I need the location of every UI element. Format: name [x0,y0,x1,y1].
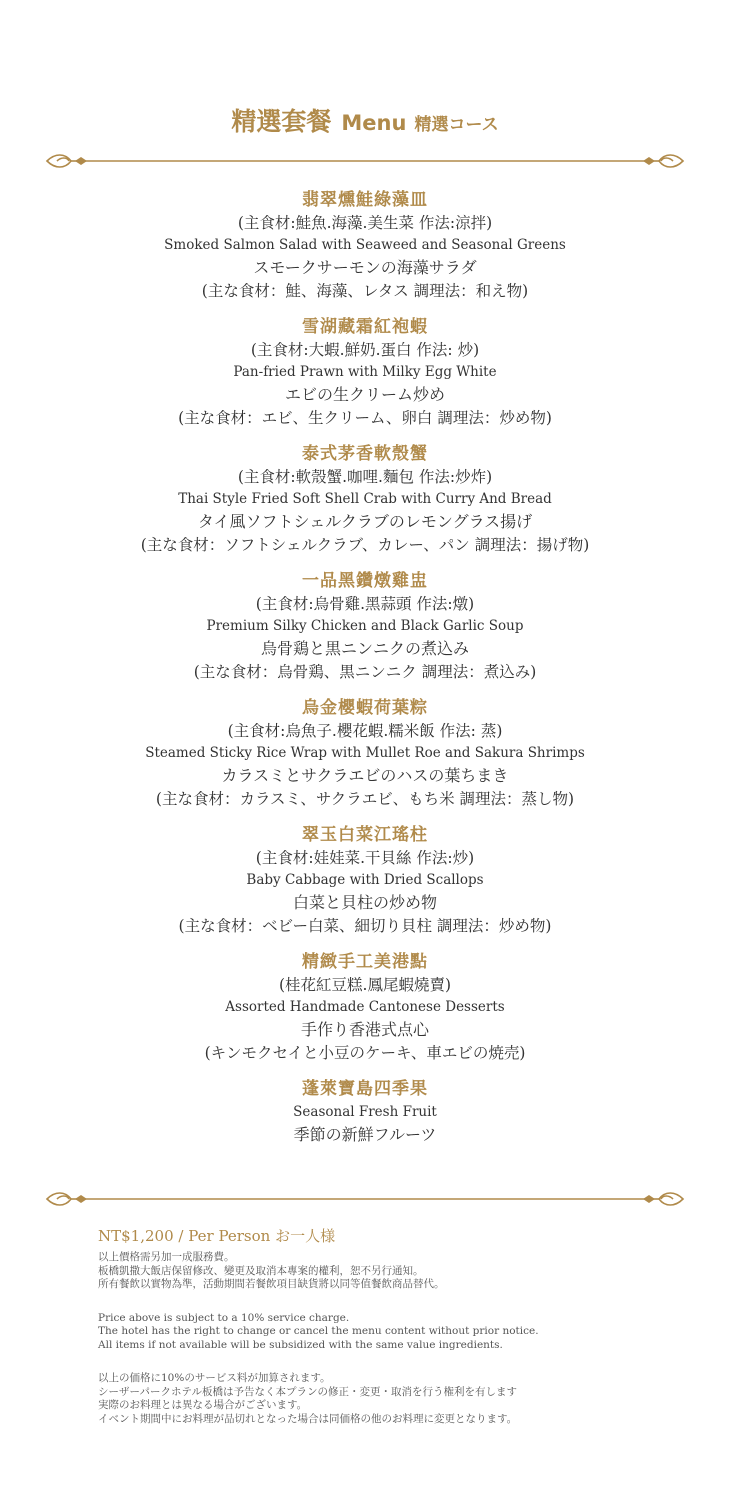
course-english-name: Baby Cabbage with Dried Scallops [246,872,484,888]
course-ingredients: (主食材:烏魚子.櫻花蝦.糯米飯 作法: 蒸) [227,722,503,740]
notes-english [98,1312,698,1353]
note-line: シーザーパークホテル板橋は予告なく本プランの修正・変更・取消を行う権利を有します [98,1385,517,1398]
course-ingredients: (主食材:娃娃菜.干貝絲 作法:炒) [255,849,475,867]
title-chinese: 精選套餐 [231,107,332,136]
course-english-name: Smoked Salmon Salad with Seaweed and Seasonal Greens [164,237,566,253]
course-japanese-ingredients: (主な食材：鮭、海藻、レタス 調理法：和え物) [201,282,529,300]
course-japanese-name: タイ風ソフトシェルクラブのレモングラス揚げ [197,512,533,531]
course-name: 一品黑鑽燉雞盅 [302,571,428,591]
course-japanese-ingredients: (主な食材：ソフトシェルクラブ、カレー、パン 調理法：揚げ物) [140,536,590,554]
note-line: All items if not available will be subsidized with the same value ingredients. [98,1338,503,1351]
course-english-name: Assorted Handmade Cantonese Desserts [225,999,505,1015]
course-name: 雪湖藏霜紅袍蝦 [302,317,428,337]
course-item [0,442,730,556]
note-line: 以上の価格に10%のサービス料が加算されます。 [98,1372,331,1384]
ornamental-divider-bottom [45,1191,685,1207]
course-ingredients: (主食材:烏骨雞.黑蒜頭 作法:燉) [255,595,475,613]
course-japanese-name: 手作り香港式点心 [300,1020,429,1039]
note-line: 所有餐飲以實物為準，活動期間若餐飲項目缺貨將以同等值餐飲商品替代。 [98,1278,445,1290]
course-english-name: Premium Silky Chicken and Black Garlic Soup [206,618,524,634]
course-japanese-name: 白菜と貝柱の炒め物 [292,893,437,912]
note-line: 以上價格需另加一成服務費。 [98,1251,235,1263]
course-english-name: Pan-fried Prawn with Milky Egg White [233,364,497,380]
course-japanese-ingredients: (主な食材：エビ、生クリーム、卵白 調理法：炒め物) [178,409,552,427]
course-item [0,823,730,937]
note-line: Price above is subject to a 10% service charge. [98,1311,350,1324]
course-name: 烏金櫻蝦荷葉粽 [302,698,428,718]
course-name: 蓬萊寶島四季果 [302,1079,428,1099]
course-japanese-name: 季節の新鮮フルーツ [293,1125,437,1144]
note-line: 板橋凱撒大飯店保留修改、變更及取消本專案的權利，恕不另行通知。 [98,1264,424,1277]
course-item [0,950,730,1064]
course-english-name: Steamed Sticky Rice Wrap with Mullet Roe and Sakura Shrimps [145,745,585,761]
course-english-name: Thai Style Fried Soft Shell Crab with Curry And Bread [178,491,552,507]
course-item [0,315,730,429]
note-line: 実際のお料理とは異なる場合がございます。 [98,1399,308,1411]
notes-chinese [98,1251,698,1292]
course-japanese-ingredients: (キンモクセイと小豆のケーキ、車エビの焼売) [204,1044,526,1062]
menu-footer [98,1225,698,1426]
course-name: 翡翠燻鮭綠藻皿 [302,190,428,210]
note-line: The hotel has the right to change or cancel the menu content without prior notice. [98,1325,539,1337]
course-ingredients: (桂花紅豆糕.鳳尾蝦燒賣) [278,976,452,994]
course-name: 翠玉白菜江瑤柱 [302,825,428,845]
title-english: Menu [341,111,407,135]
course-japanese-ingredients: (主な食材：烏骨鶏、黒ニンニク 調理法：煮込み) [193,663,537,681]
course-item [0,696,730,810]
course-japanese-ingredients: (主な食材：ベビー白菜、細切り貝柱 調理法：炒め物) [178,917,552,935]
ornamental-divider-top [45,153,685,169]
course-list [0,188,730,1160]
course-ingredients: (主食材:軟殼蟹.咖哩.麵包 作法:炒炸) [237,468,493,486]
menu-title [0,102,730,138]
note-line: イベント期間中にお料理が品切れとなった場合は同価格の他のお料理に変更となります。 [98,1412,518,1425]
course-ingredients: (主食材:鮭魚.海藻.美生菜 作法:涼拌) [237,214,493,232]
course-japanese-ingredients: (主な食材：カラスミ、サクラエビ、もち米 調理法：蒸し物) [155,790,575,808]
course-japanese-name: カラスミとサクラエビのハスの葉ちまき [221,766,509,785]
course-item [0,1077,730,1147]
course-name: 泰式茅香軟殼蟹 [302,444,428,464]
course-japanese-name: スモークサーモンの海藻サラダ [253,258,477,277]
course-japanese-name: エビの生クリーム炒め [284,385,445,404]
price-per-person: NT$1,200 / Per Person お一人様 [98,1227,336,1245]
notes-japanese [98,1372,698,1426]
course-item [0,569,730,683]
course-name: 精緻手工美港點 [302,952,428,972]
course-ingredients: (主食材:大蝦.鮮奶.蛋白 作法: 炒) [250,341,480,359]
course-item [0,188,730,302]
course-english-name: Seasonal Fresh Fruit [293,1104,437,1120]
course-japanese-name: 烏骨鶏と黒ニンニクの煮込み [260,639,469,658]
title-japanese: 精選コース [414,115,499,135]
